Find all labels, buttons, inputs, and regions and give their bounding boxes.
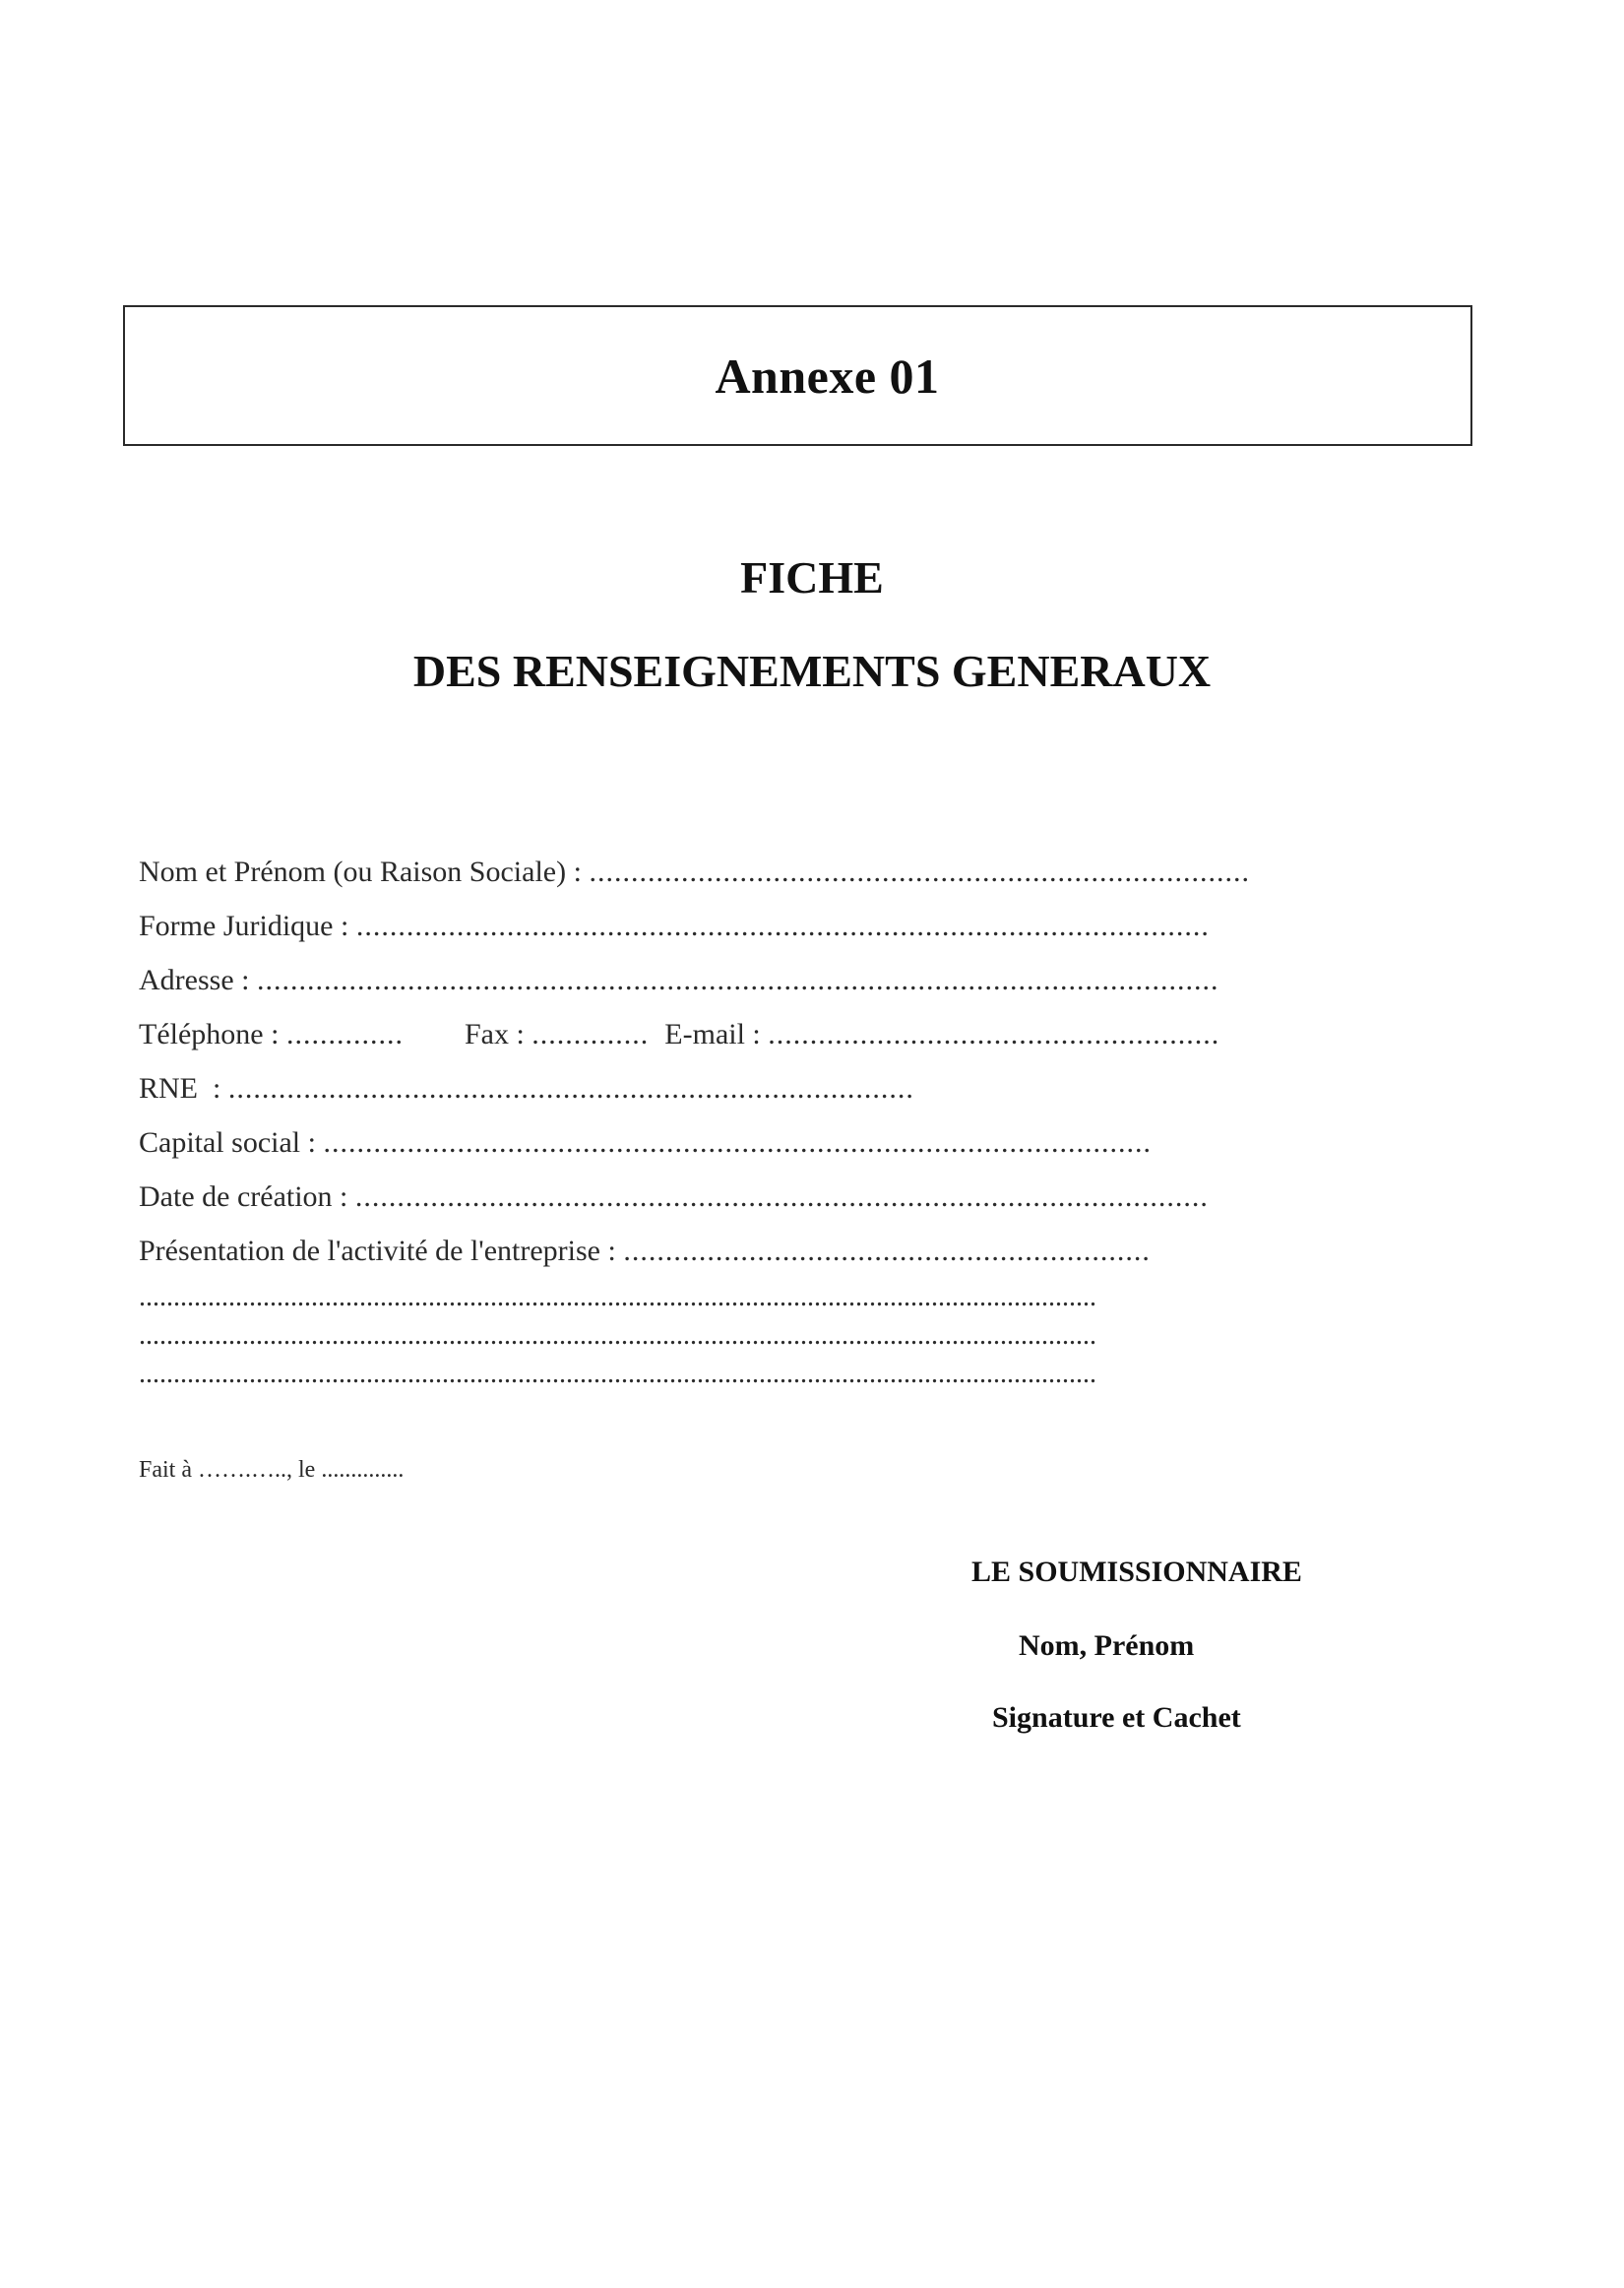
field-fax-dots: .............. <box>531 1018 650 1050</box>
field-capital-social <box>139 1115 1379 1170</box>
field-presentation <box>139 1224 1379 1278</box>
presentation-continuation-line: ........................................................................................................................................... <box>139 1282 1096 1312</box>
info-fields <box>139 845 1379 1393</box>
field-contact-row <box>139 1007 1379 1061</box>
presentation-continuation-line: ........................................................................................................................................... <box>139 1320 1096 1351</box>
field-presentation-label: Présentation de l'activité de l'entreprise : <box>139 1235 624 1267</box>
signature-name-label: Nom, Prénom <box>1019 1629 1195 1662</box>
field-capital-label: Capital social : <box>139 1126 324 1159</box>
field-rne-label: RNE : <box>139 1072 228 1105</box>
field-date-creation <box>139 1170 1379 1224</box>
field-nom <box>139 845 1379 899</box>
field-rne-dots: .................................................................................. <box>227 1072 914 1105</box>
fait-date-dots: .............. <box>321 1457 405 1483</box>
field-email-dots: ...................................................... <box>768 1018 1220 1050</box>
field-forme-label: Forme Juridique : <box>139 910 356 942</box>
field-nom-label: Nom et Prénom (ou Raison Sociale) : <box>139 856 590 888</box>
field-adresse-dots: ................................................................................................................... <box>256 964 1219 996</box>
field-adresse <box>139 953 1379 1007</box>
field-nom-dots: ............................................................................... <box>589 856 1250 888</box>
fait-place-dots: …….….. <box>198 1457 286 1483</box>
field-forme-dots: ...................................................................................................... <box>355 910 1210 942</box>
field-date-label: Date de création : <box>139 1180 355 1213</box>
field-date-dots: ...................................................................................................... <box>354 1180 1209 1213</box>
presentation-continuation-line: ........................................................................................................................................... <box>139 1359 1096 1389</box>
fait-separator: , le <box>286 1457 322 1483</box>
place-date-line <box>139 1457 404 1484</box>
field-forme-juridique <box>139 899 1379 953</box>
field-rne <box>139 1061 1379 1115</box>
field-email-label: E-mail : <box>664 1018 769 1050</box>
fait-prefix: Fait à <box>139 1457 198 1483</box>
field-adresse-label: Adresse : <box>139 964 257 996</box>
field-fax-label: Fax : <box>464 1018 532 1050</box>
field-telephone-label: Téléphone : <box>139 1018 286 1050</box>
signature-title: LE SOUMISSIONNAIRE <box>971 1556 1302 1588</box>
field-telephone-dots: .............. <box>285 1018 404 1050</box>
document-title-line1: FICHE <box>740 552 884 603</box>
field-presentation-dots: ............................................................... <box>623 1235 1151 1267</box>
annex-title: Annexe 01 <box>715 348 940 404</box>
signature-stamp-label: Signature et Cachet <box>992 1701 1241 1734</box>
document-title-line2: DES RENSEIGNEMENTS GENERAUX <box>412 646 1212 696</box>
annex-header-box <box>123 305 1472 446</box>
field-capital-dots: ................................................................................................... <box>323 1126 1152 1159</box>
